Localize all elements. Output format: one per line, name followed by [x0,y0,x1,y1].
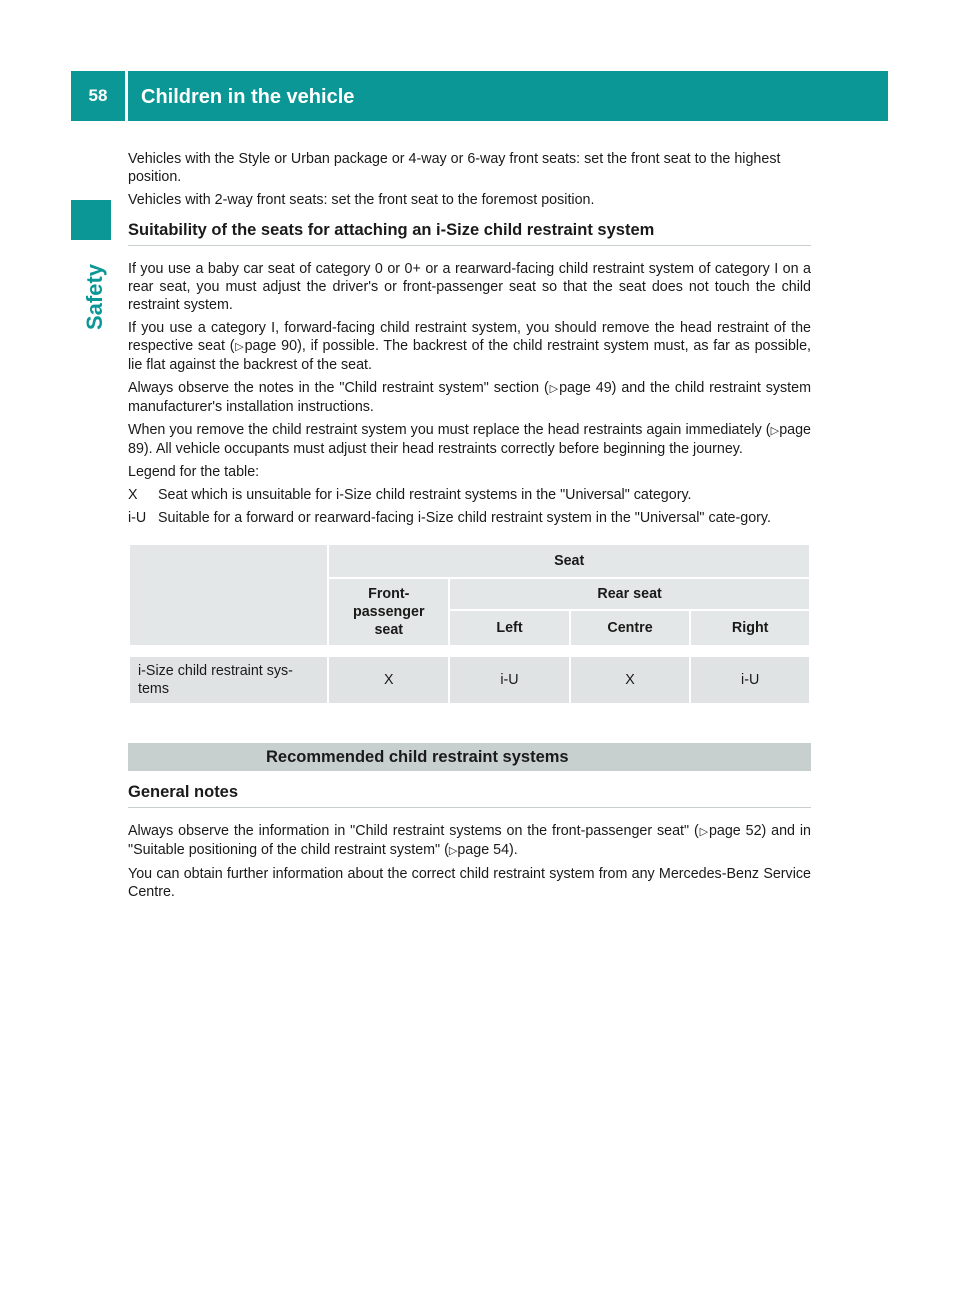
text-fragment: ) and the child restraint system manufacturer's installation instructions. [128,380,811,415]
page-reference-link[interactable]: page 54 [457,842,510,858]
table-spacer [129,646,810,656]
page-number: 58 [88,86,108,105]
seat-suitability-table [128,543,811,705]
text-fragment: ) and in "Suitable positioning of the child restraint system" ( [128,823,811,858]
table-header-centre: Centre [570,610,691,646]
general-notes-paragraph-1 [128,822,811,860]
table-header-front-passenger: Front-passenger seat [328,578,449,646]
legend-text: Suitable for a forward or rearward-facing i-Size child restraint system in the "Universal" cate-gory. [158,510,771,526]
page-title: Children in the vehicle [141,86,355,108]
sidebar-section-label: Safety [82,263,107,330]
text-fragment: ). [509,842,518,858]
text-fragment: When you remove the child restraint system you must replace the head restraints again immediately ( [128,422,771,438]
legend-item [128,486,811,504]
legend-item [128,509,811,527]
text-fragment: Always observe the notes in the "Child restraint system" section ( [128,380,549,396]
legend-intro: Legend for the table: [128,464,260,480]
suitability-paragraph-1: If you use a baby car seat of category 0 or 0+ or a rearward-facing child restraint system of category I on a rear seat, you must adjust the driver's or front-passenger seat so that the seat does not touch the child restraint system. [128,261,811,313]
text-fragment: ). All vehicle occupants must adjust their head restraints correctly before beginning the journey. [143,441,743,457]
legend-key: i-U [128,510,147,526]
page-ref-arrow-icon: ▷ [698,826,709,838]
page-ref-arrow-icon: ▷ [234,341,245,353]
general-notes-paragraph-2: You can obtain further information about the correct child restraint system from any Mercedes-Benz Service Centre. [128,866,811,900]
page-reference-link[interactable]: page 89 [128,422,811,457]
text-fragment: ), if possible. The backrest of the child restraint system must, as far as possible, lie flat against the backrest of the seat. [128,338,812,373]
table-header-right: Right [690,610,810,646]
text-fragment: Always observe the information in "Child restraint systems on the front-passenger seat" ( [128,823,699,839]
table-cell-rear-centre: X [570,656,691,704]
section-heading-general-notes: General notes [128,783,811,808]
text-fragment: If you use a category I, forward-facing child restraint system, you should remove the head restraint of the respective seat ( [128,320,811,354]
legend-key: X [128,487,138,503]
page-ref-arrow-icon: ▷ [770,425,780,437]
intro-paragraph-2: Vehicles with 2-way front seats: set the front seat to the foremost position. [128,192,595,208]
header-bar [71,71,888,121]
page-reference-link[interactable]: page 90 [244,338,298,354]
table-corner-cell [129,544,328,646]
suitability-paragraph-2 [128,319,811,374]
table-row-label: i-Size child restraint sys-tems [129,656,328,704]
page-ref-arrow-icon: ▷ [448,845,458,857]
legend-text: Seat which is unsuitable for i-Size child restraint systems in the "Universal" category. [158,487,692,503]
section-marker [71,200,111,240]
table-header-left: Left [449,610,570,646]
table-cell-front-passenger: X [328,656,449,704]
suitability-paragraph-3 [128,379,811,416]
section-heading-suitability: Suitability of the seats for attaching an i-Size child restraint system [128,221,811,246]
main-content [128,150,811,906]
table-row [129,656,810,704]
page-ref-arrow-icon: ▷ [548,383,560,395]
table-header-seat: Seat [328,544,810,578]
header-divider [125,71,128,121]
intro-paragraph-1: Vehicles with the Style or Urban package or 4-way or 6-way front seats: set the front seat to the highest position. [128,151,781,185]
table-cell-rear-right: i-U [690,656,810,704]
table-header-rear-seat: Rear seat [449,578,810,610]
page-reference-link[interactable]: page 52 [708,823,762,839]
page-reference-link[interactable]: page 49 [559,380,612,396]
suitability-paragraph-4 [128,421,811,458]
table-cell-rear-left: i-U [449,656,570,704]
section-bar-recommended: Recommended child restraint systems [128,743,811,771]
